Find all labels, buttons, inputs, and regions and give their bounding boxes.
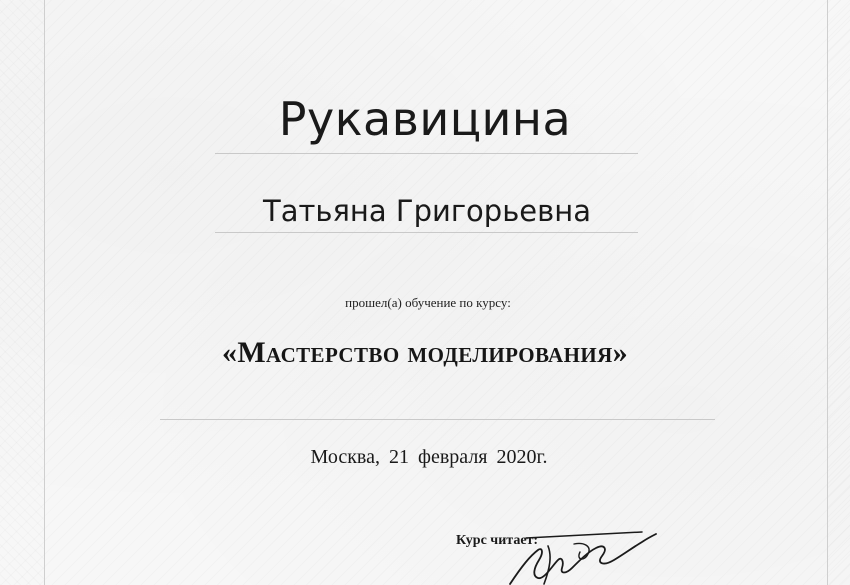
recipient-surname: Рукавицина bbox=[278, 92, 572, 146]
course-intro-text: прошел(а) обучение по курсу: bbox=[345, 295, 511, 310]
recipient-given-names: Татьяна Григорьевна bbox=[263, 194, 591, 228]
given-names-underline bbox=[215, 232, 638, 233]
surname-underline bbox=[215, 153, 638, 154]
course-title: «Мастерство моделирования» bbox=[221, 336, 629, 369]
left-ornamental-border bbox=[0, 0, 45, 585]
lecturer-label: Курс читает: bbox=[456, 533, 539, 548]
signature-icon bbox=[492, 526, 662, 585]
course-title-underline bbox=[160, 419, 715, 420]
place-and-date: Москва, 21 февраля 2020г. bbox=[310, 446, 548, 468]
right-ornamental-border bbox=[827, 0, 850, 585]
